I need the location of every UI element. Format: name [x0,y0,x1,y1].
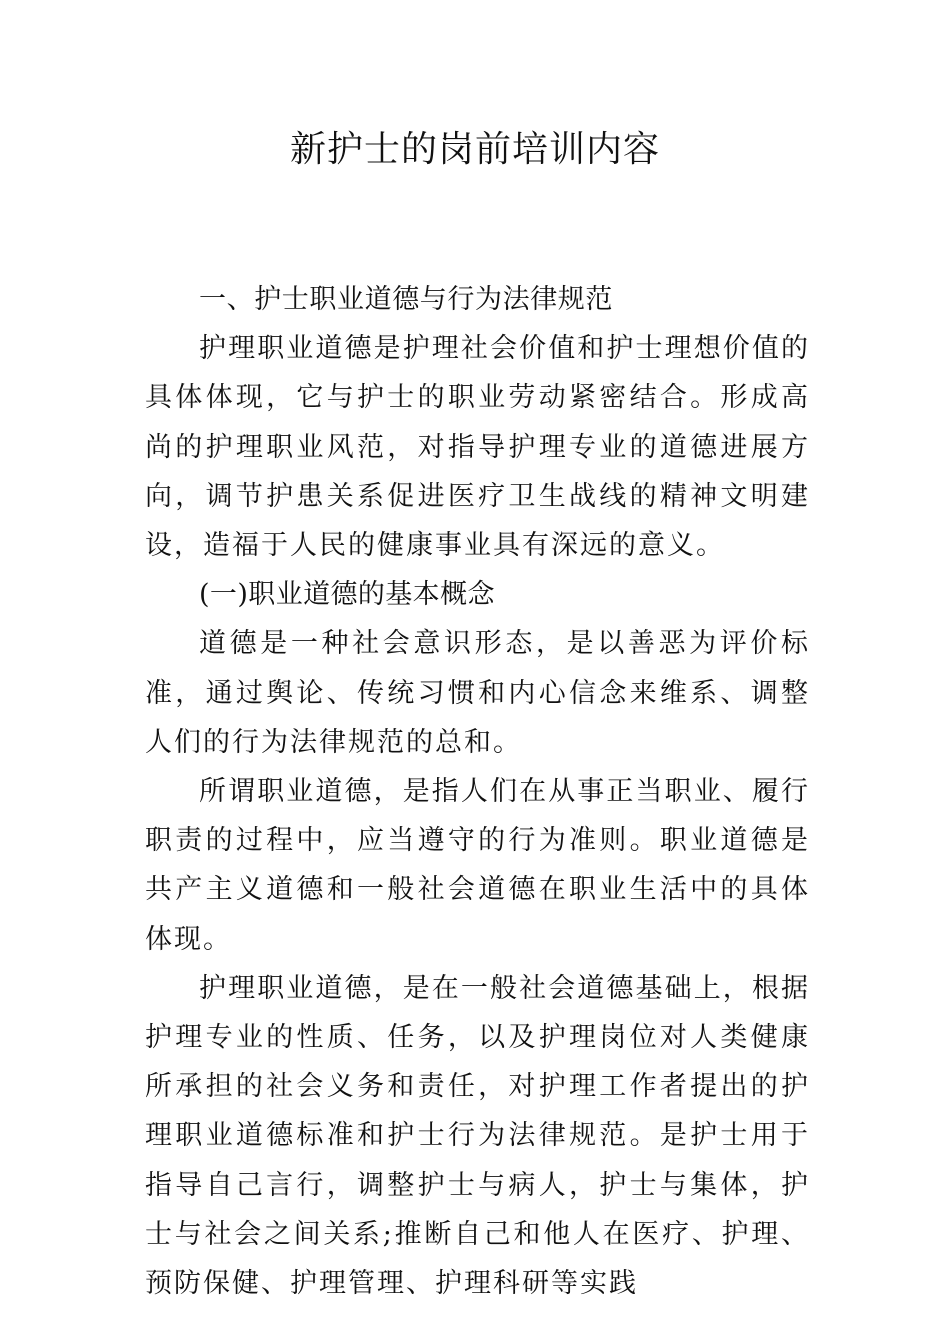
section-heading: 一、护士职业道德与行为法律规范 [199,284,613,315]
paragraph: 护理职业道德是护理社会价值和护士理想价值的具体体现，它与护士的职业劳动紧密结合。形成高尚的护理职业风范，对指导护理专业的道德进展方向，调节护患关系促进医疗卫生战线的精神文明建设，造福于人民的健康事业具有深远的意义。 [145,333,810,562]
paragraph: 道德是一种社会意识形态，是以善恶为评价标准，通过舆论、传统习惯和内心信念来维系、调整人们的行为法律规范的总和。 [145,628,810,758]
document-body [145,275,810,1308]
document-title: 新护士的岗前培训内容 [289,129,660,170]
paragraph: 所谓职业道德，是指人们在从事正当职业、履行职责的过程中，应当遵守的行为准则。职业道德是共产主义道德和一般社会道德在职业生活中的具体体现。 [145,776,810,955]
subsection-heading: (一)职业道德的基本概念 [199,579,495,611]
paragraph: 护理职业道德，是在一般社会道德基础上，根据护理专业的性质、任务，以及护理岗位对人类健康所承担的社会义务和责任，对护理工作者提出的护理职业道德标准和护士行为法律规范。是护士用于指导自己言行，调整护士与病人，护士与集体，护士与社会之间关系;推断自己和他人在医疗、护理、预防保健、护理管理、护理科研等实践 [145,972,810,1300]
